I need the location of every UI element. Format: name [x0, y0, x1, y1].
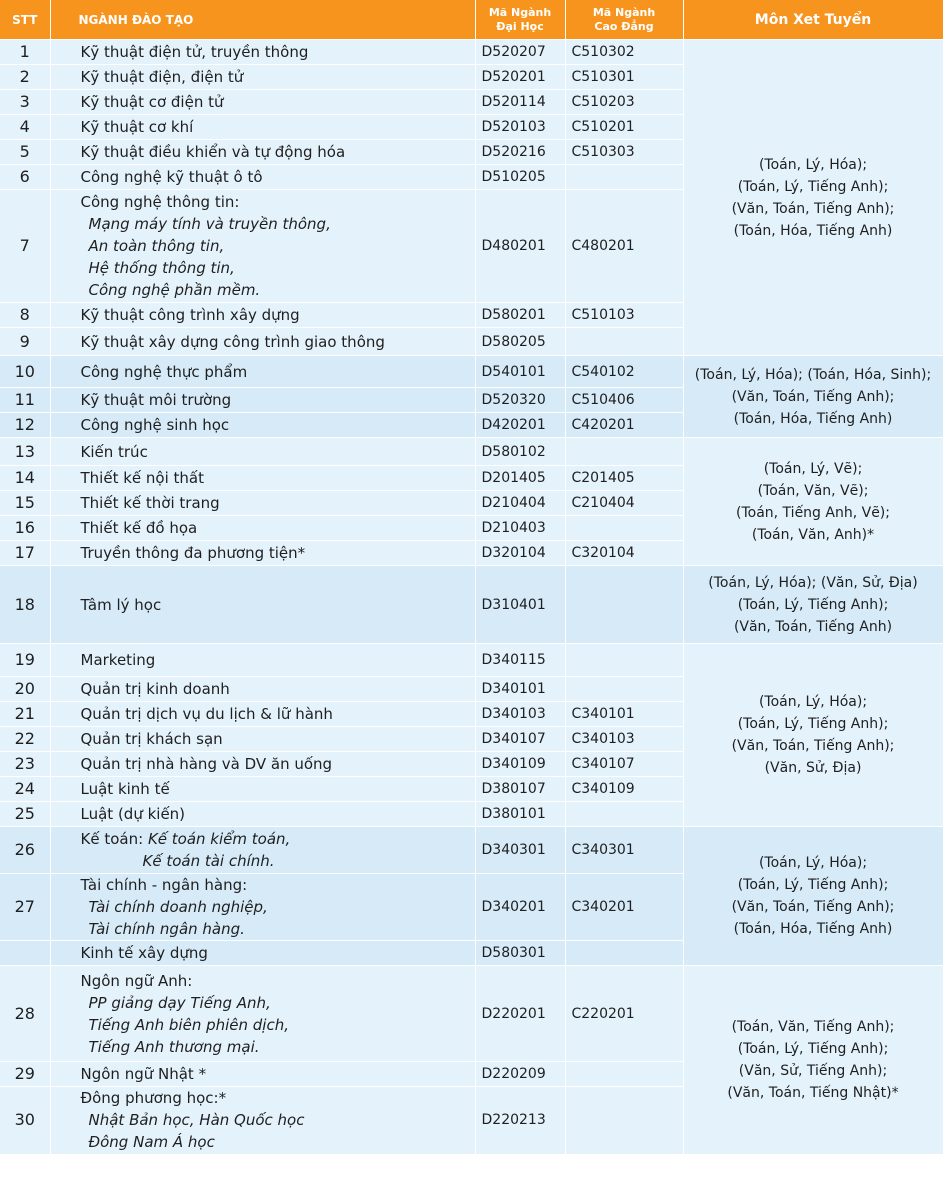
row-stt: 5	[0, 140, 50, 165]
row-name	[50, 438, 475, 466]
row-stt: 20	[0, 677, 50, 702]
row-code-cd: C510406	[565, 388, 683, 413]
row-sub-item: Tài chính ngân hàng.	[88, 920, 245, 938]
row-name-text: Luật (dự kiến)	[80, 805, 186, 823]
row-name	[50, 328, 475, 356]
row-code-cd: C540102	[565, 356, 683, 388]
row-code-cd: C340301	[565, 827, 683, 874]
table-row	[0, 356, 943, 388]
row-name-text: Kỹ thuật điều khiển và tự động hóa	[80, 143, 346, 161]
subject-combo: (Văn, Toán, Tiếng Nhật)*	[727, 1084, 899, 1101]
subject-combo: (Toán, Lý, Tiếng Anh);	[737, 596, 889, 613]
row-subject-group	[683, 644, 943, 827]
row-name-text: Kỹ thuật công trình xây dựng	[80, 306, 300, 324]
row-name-text: Kỹ thuật môi trường	[80, 391, 232, 409]
row-code-cd	[565, 677, 683, 702]
row-name	[50, 727, 475, 752]
row-name	[50, 65, 475, 90]
row-code-cd: C210404	[565, 491, 683, 516]
subject-combo: (Toán, Lý, Tiếng Anh);	[737, 178, 889, 195]
row-code-cd: C320104	[565, 541, 683, 566]
row-stt: 19	[0, 644, 50, 677]
row-code-dh: D540101	[475, 356, 565, 388]
subject-combo: (Toán, Hóa, Tiếng Anh)	[733, 410, 893, 427]
subject-combo: (Văn, Toán, Tiếng Anh)	[733, 618, 893, 635]
row-stt: 22	[0, 727, 50, 752]
row-stt: 3	[0, 90, 50, 115]
row-code-cd	[565, 1087, 683, 1154]
table-row	[0, 40, 943, 65]
row-code-cd: C510103	[565, 303, 683, 328]
row-name-text: Công nghệ thông tin:	[80, 193, 240, 211]
row-stt: 14	[0, 466, 50, 491]
row-code-cd	[565, 566, 683, 644]
row-name-text: Luật kinh tế	[80, 780, 170, 798]
row-name	[50, 966, 475, 1062]
header-cd	[565, 0, 683, 40]
row-stt: 24	[0, 777, 50, 802]
row-stt: 7	[0, 190, 50, 303]
row-name	[50, 1087, 475, 1154]
row-name-text: Kế toán:	[80, 830, 144, 848]
subject-combo: (Toán, Hóa, Tiếng Anh)	[733, 921, 893, 937]
row-name	[50, 941, 475, 966]
row-name-text: Kỹ thuật điện, điện tử	[80, 68, 244, 86]
row-name-text: Kỹ thuật xây dựng công trình giao thông	[80, 332, 385, 351]
row-code-dh: D520201	[475, 65, 565, 90]
row-stt: 2	[0, 65, 50, 90]
row-sub-item: Hệ thống thông tin,	[88, 259, 235, 277]
subject-combo: (Toán, Hóa, Tiếng Anh)	[733, 222, 893, 239]
row-stt: 16	[0, 516, 50, 541]
row-name	[50, 777, 475, 802]
row-code-dh: D340115	[475, 644, 565, 677]
row-code-cd: C420201	[565, 413, 683, 438]
row-name	[50, 752, 475, 777]
row-subject-group	[683, 40, 943, 356]
row-name-text: Quản trị khách sạn	[80, 730, 223, 748]
header-stt: STT	[0, 0, 50, 40]
subject-combo: (Toán, Lý, Hóa);	[758, 694, 868, 710]
row-code-dh: D340107	[475, 727, 565, 752]
row-name	[50, 413, 475, 438]
row-name	[50, 516, 475, 541]
row-code-cd: C340107	[565, 752, 683, 777]
header-dh	[475, 0, 565, 40]
row-subject-group	[683, 566, 943, 644]
row-sub-item: Đông Nam Á học	[88, 1133, 215, 1152]
row-stt: 30	[0, 1087, 50, 1154]
row-name-italic: Kế toán kiểm toán,	[147, 830, 291, 848]
row-code-dh: D520207	[475, 40, 565, 65]
row-sub-item: An toàn thông tin,	[88, 237, 225, 255]
row-name	[50, 90, 475, 115]
row-code-dh: D520216	[475, 140, 565, 165]
row-code-dh: D380101	[475, 802, 565, 827]
subject-combo: (Văn, Sử, Địa)	[764, 760, 862, 776]
row-code-dh: D580205	[475, 328, 565, 356]
row-code-dh: D220209	[475, 1062, 565, 1087]
row-sub-item: Công nghệ phần mềm.	[88, 281, 261, 299]
row-name-text: Kỹ thuật điện tử, truyền thông	[80, 43, 309, 61]
table-row	[0, 827, 943, 874]
row-stt: 23	[0, 752, 50, 777]
row-name-text: Kỹ thuật cơ khí	[80, 118, 194, 136]
row-name-text: Kinh tế xây dựng	[80, 944, 208, 962]
row-name	[50, 140, 475, 165]
table-body	[0, 40, 943, 1154]
row-sub-item: Mạng máy tính và truyền thông,	[88, 215, 331, 233]
row-code-cd: C340101	[565, 702, 683, 727]
row-code-dh: D520103	[475, 115, 565, 140]
row-code-dh: D310401	[475, 566, 565, 644]
row-name-text: Ngôn ngữ Anh:	[80, 971, 193, 990]
row-stt: 13	[0, 438, 50, 466]
row-sub-item: Tiếng Anh thương mại.	[88, 1037, 260, 1056]
row-name-text: Thiết kế đồ họa	[80, 519, 198, 537]
row-code-cd: C510302	[565, 40, 683, 65]
row-name	[50, 1062, 475, 1087]
subject-combo: (Toán, Văn, Anh)*	[751, 526, 875, 543]
row-code-dh: D320104	[475, 541, 565, 566]
subject-combo: (Toán, Lý, Tiếng Anh);	[737, 877, 889, 893]
row-stt: 8	[0, 303, 50, 328]
subject-combo: (Toán, Tiếng Anh, Vẽ);	[736, 504, 890, 521]
row-name-text: Truyền thông đa phương tiện*	[80, 544, 306, 562]
row-name	[50, 644, 475, 677]
subject-combo: (Toán, Lý, Hóa);	[758, 855, 868, 871]
row-name-text: Quản trị kinh doanh	[80, 680, 230, 698]
subject-combo: (Văn, Toán, Tiếng Anh);	[731, 738, 895, 754]
subject-combo: (Văn, Toán, Tiếng Anh);	[731, 899, 895, 915]
row-name-text: Thiết kế thời trang	[80, 494, 220, 512]
row-code-cd	[565, 328, 683, 356]
header-cd-line1: Mã Ngành	[592, 5, 656, 19]
row-name	[50, 566, 475, 644]
row-sub-item: PP giảng dạy Tiếng Anh,	[88, 993, 271, 1012]
row-name-text: Marketing	[80, 651, 156, 669]
row-code-cd	[565, 438, 683, 466]
subject-combo: (Toán, Lý, Hóa); (Toán, Hóa, Sinh);	[694, 366, 932, 383]
row-stt: 1	[0, 40, 50, 65]
row-code-dh: D520320	[475, 388, 565, 413]
row-name-text: Thiết kế nội thất	[80, 469, 204, 487]
row-code-cd	[565, 1062, 683, 1087]
row-sub-item: Tài chính doanh nghiệp,	[88, 898, 268, 916]
row-name	[50, 874, 475, 941]
row-code-dh: D510205	[475, 165, 565, 190]
table-row	[0, 566, 943, 644]
header-cd-line2: Cao Đẳng	[594, 19, 654, 33]
row-stt: 28	[0, 966, 50, 1062]
row-stt: 11	[0, 388, 50, 413]
subject-combo: (Toán, Lý, Hóa);	[758, 156, 868, 173]
row-name-text: Tâm lý học	[80, 595, 162, 614]
row-stt: 17	[0, 541, 50, 566]
row-code-dh: D480201	[475, 190, 565, 303]
row-name	[50, 466, 475, 491]
row-name	[50, 702, 475, 727]
table-row	[0, 644, 943, 677]
row-name-text: Quản trị dịch vụ du lịch & lữ hành	[80, 705, 333, 723]
row-code-cd: C220201	[565, 966, 683, 1062]
row-code-dh: D520114	[475, 90, 565, 115]
row-code-cd: C340201	[565, 874, 683, 941]
row-code-dh: D210403	[475, 516, 565, 541]
subject-combo: (Toán, Lý, Tiếng Anh);	[737, 1040, 889, 1057]
subject-combo: (Toán, Lý, Vẽ);	[763, 460, 863, 477]
row-stt: 29	[0, 1062, 50, 1087]
row-code-dh: D580301	[475, 941, 565, 966]
row-code-cd	[565, 516, 683, 541]
row-code-dh: D201405	[475, 466, 565, 491]
row-sub-item: Nhật Bản học, Hàn Quốc học	[88, 1111, 305, 1130]
row-code-cd: C340103	[565, 727, 683, 752]
row-code-cd: C510203	[565, 90, 683, 115]
header-dh-line2: Đại Học	[496, 19, 544, 33]
row-code-dh: D580201	[475, 303, 565, 328]
row-code-cd: C510303	[565, 140, 683, 165]
row-name	[50, 165, 475, 190]
row-code-cd: C510201	[565, 115, 683, 140]
row-stt: 6	[0, 165, 50, 190]
header-dh-line1: Mã Ngành	[488, 5, 552, 19]
row-subject-group	[683, 827, 943, 966]
row-code-cd: C201405	[565, 466, 683, 491]
row-stt: 4	[0, 115, 50, 140]
row-stt: 27	[0, 874, 50, 941]
row-code-cd	[565, 165, 683, 190]
row-code-dh: D420201	[475, 413, 565, 438]
row-sub-item: Tiếng Anh biên phiên dịch,	[88, 1015, 290, 1034]
row-stt: 18	[0, 566, 50, 644]
row-name-text: Đông phương học:*	[80, 1089, 227, 1108]
subject-combo: (Toán, Lý, Hóa); (Văn, Sử, Địa)	[708, 574, 918, 591]
row-stt: 21	[0, 702, 50, 727]
row-stt: 12	[0, 413, 50, 438]
row-code-dh: D340103	[475, 702, 565, 727]
subject-combo: (Toán, Văn, Vẽ);	[757, 482, 869, 499]
table-header	[0, 0, 943, 40]
row-name	[50, 827, 475, 874]
row-name-text: Ngôn ngữ Nhật *	[80, 1065, 207, 1083]
row-name-text: Công nghệ kỹ thuật ô tô	[80, 168, 263, 186]
row-name	[50, 115, 475, 140]
row-code-cd	[565, 802, 683, 827]
row-stt: 9	[0, 328, 50, 356]
row-code-cd	[565, 941, 683, 966]
row-subject-group	[683, 966, 943, 1154]
row-code-dh: D380107	[475, 777, 565, 802]
row-code-dh: D580102	[475, 438, 565, 466]
row-name-text: Kỹ thuật cơ điện tử	[80, 93, 224, 111]
row-stt: 25	[0, 802, 50, 827]
row-code-dh: D340301	[475, 827, 565, 874]
row-code-cd: C340109	[565, 777, 683, 802]
row-name	[50, 190, 475, 303]
row-code-cd: C480201	[565, 190, 683, 303]
subject-combo: (Toán, Văn, Tiếng Anh);	[731, 1018, 895, 1035]
row-code-dh: D340101	[475, 677, 565, 702]
row-name-text: Tài chính - ngân hàng:	[80, 876, 248, 894]
row-stt: 10	[0, 356, 50, 388]
header-name: NGÀNH ĐÀO TẠO	[50, 0, 475, 40]
row-stt	[0, 941, 50, 966]
row-code-dh: D220213	[475, 1087, 565, 1154]
subject-combo: (Văn, Toán, Tiếng Anh);	[731, 200, 895, 217]
row-name	[50, 802, 475, 827]
row-sub-item: Kế toán tài chính.	[142, 852, 275, 870]
row-name-text: Quản trị nhà hàng và DV ăn uống	[80, 755, 333, 773]
row-name	[50, 541, 475, 566]
row-name	[50, 388, 475, 413]
row-code-dh: D220201	[475, 966, 565, 1062]
table-row	[0, 438, 943, 466]
row-name	[50, 677, 475, 702]
row-code-dh: D210404	[475, 491, 565, 516]
header-mon: Môn Xet Tuyển	[683, 0, 943, 40]
table-row	[0, 966, 943, 1062]
row-subject-group	[683, 356, 943, 438]
row-stt: 26	[0, 827, 50, 874]
row-subject-group	[683, 438, 943, 566]
row-name-text: Kiến trúc	[80, 442, 148, 461]
row-stt: 15	[0, 491, 50, 516]
row-name-text: Công nghệ sinh học	[80, 416, 230, 434]
subject-combo: (Văn, Toán, Tiếng Anh);	[731, 388, 895, 405]
subject-combo: (Văn, Sử, Tiếng Anh);	[738, 1062, 888, 1079]
subject-combo: (Toán, Lý, Tiếng Anh);	[737, 716, 889, 732]
row-name	[50, 356, 475, 388]
row-name	[50, 303, 475, 328]
row-name-text: Công nghệ thực phẩm	[80, 362, 248, 381]
row-name	[50, 40, 475, 65]
row-code-cd	[565, 644, 683, 677]
row-code-dh: D340201	[475, 874, 565, 941]
row-code-cd: C510301	[565, 65, 683, 90]
row-code-dh: D340109	[475, 752, 565, 777]
row-name	[50, 491, 475, 516]
